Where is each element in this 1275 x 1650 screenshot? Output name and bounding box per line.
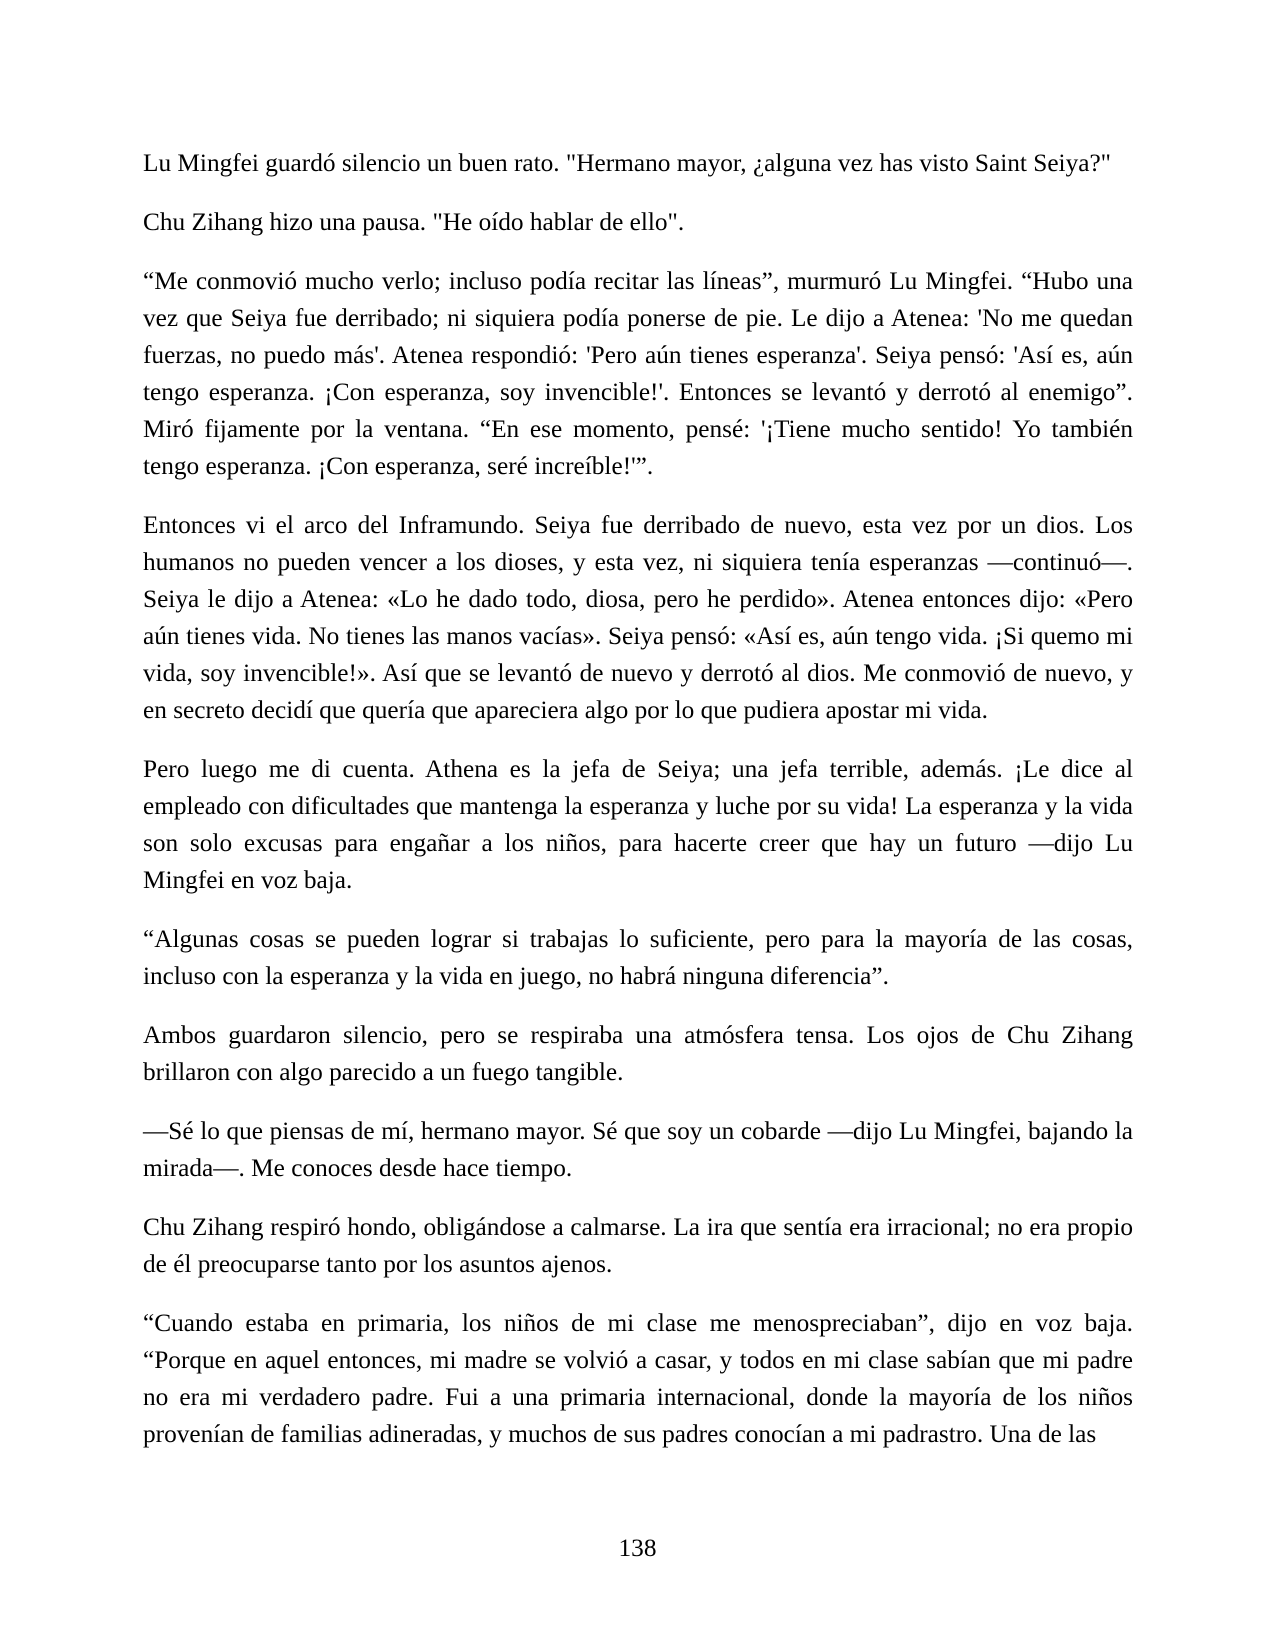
paragraph: Ambos guardaron silencio, pero se respiraba una atmósfera tensa. Los ojos de Chu Zihang brillaron con algo parecido a un fuego tangible. <box>143 1021 1133 1086</box>
page-body <box>143 145 1133 1453</box>
paragraph: —Sé lo que piensas de mí, hermano mayor. Sé que soy un cobarde —dijo Lu Mingfei, bajando la mirada—. Me conoces desde hace tiempo. <box>143 1117 1133 1182</box>
paragraph: Chu Zihang hizo una pausa. "He oído hablar de ello". <box>143 208 685 236</box>
paragraph: Chu Zihang respiró hondo, obligándose a calmarse. La ira que sentía era irracional; no era propio de él preocuparse tanto por los asuntos ajenos. <box>143 1213 1133 1278</box>
paragraph: Pero luego me di cuenta. Athena es la jefa de Seiya; una jefa terrible, además. ¡Le dice al empleado con dificultades que mantenga la esperanza y luche por su vida! La esperanza y la vida son solo excusas para engañar a los niños, para hacerte creer que hay un futuro —dijo Lu Mingfei en voz baja. <box>143 755 1133 894</box>
paragraph: “Algunas cosas se pueden lograr si trabajas lo suficiente, pero para la mayoría de las cosas, incluso con la esperanza y la vida en juego, no habrá ninguna diferencia”. <box>143 925 1133 990</box>
paragraph: Lu Mingfei guardó silencio un buen rato. "Hermano mayor, ¿alguna vez has visto Saint Seiya?" <box>143 149 1112 177</box>
page-number: 138 <box>618 1534 657 1562</box>
paragraph: Entonces vi el arco del Inframundo. Seiya fue derribado de nuevo, esta vez por un dios. Los humanos no pueden vencer a los dioses, y esta vez, ni siquiera tenía esperanzas —continuó—. Seiya le dijo a Atenea: «Lo he dado todo, diosa, pero he perdido». Atenea entonces dijo: «Pero aún tienes vida. No tienes las manos vacías». Seiya pensó: «Así es, aún tengo vida. ¡Si quemo mi vida, soy invencible!». Así que se levantó de nuevo y derrotó al dios. Me conmovió de nuevo, y en secreto decidí que quería que apareciera algo por lo que pudiera apostar mi vida. <box>143 511 1133 724</box>
paragraph: “Me conmovió mucho verlo; incluso podía recitar las líneas”, murmuró Lu Mingfei. “Hubo una vez que Seiya fue derribado; ni siquiera podía ponerse de pie. Le dijo a Atenea: 'No me quedan fuerzas, no puedo más'. Atenea respondió: 'Pero aún tienes esperanza'. Seiya pensó: 'Así es, aún tengo esperanza. ¡Con esperanza, soy invencible!'. Entonces se levantó y derrotó al enemigo”. Miró fijamente por la ventana. “En ese momento, pensé: '¡Tiene mucho sentido! Yo también tengo esperanza. ¡Con esperanza, seré increíble!'”. <box>143 267 1133 480</box>
paragraph: “Cuando estaba en primaria, los niños de mi clase me menospreciaban”, dijo en voz baja. “Porque en aquel entonces, mi madre se volvió a casar, y todos en mi clase sabían que mi padre no era mi verdadero padre. Fui a una primaria internacional, donde la mayoría de los niños provenían de familias adineradas, y muchos de sus padres conocían a mi padrastro. Una de las <box>143 1309 1133 1448</box>
